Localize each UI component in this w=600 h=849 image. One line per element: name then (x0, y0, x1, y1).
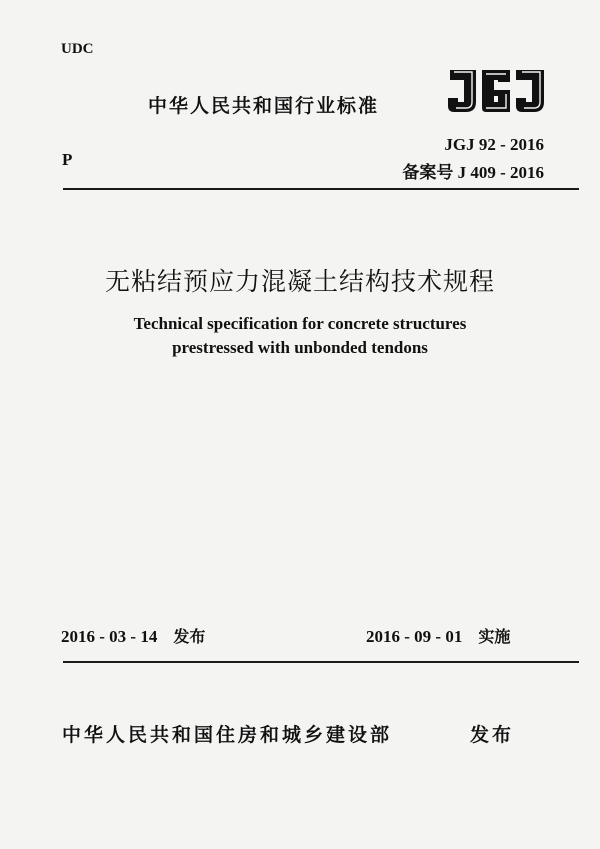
title-english-line-1: Technical specification for concrete structures (133, 314, 467, 333)
bottom-divider (63, 661, 579, 663)
issuing-action: 发布 (470, 724, 515, 746)
udc-label: UDC (61, 41, 94, 57)
standard-number: JGJ 92 - 2016 (444, 135, 544, 154)
classification-code: P (62, 150, 73, 169)
issue-date-block (61, 624, 205, 647)
title-english-line-2: prestressed with unbonded tendons (172, 338, 428, 357)
industry-standard-heading: 中华人民共和国行业标准 (148, 95, 380, 117)
implementation-date: 2016 - 09 - 01 (366, 627, 463, 646)
implementation-label: 实施 (478, 627, 511, 646)
top-divider (63, 188, 579, 190)
issuing-authority: 中华人民共和国住房和城乡建设部 (62, 724, 393, 746)
jgj-logo (446, 62, 546, 118)
title-chinese: 无粘结预应力混凝土结构技术规程 (104, 267, 495, 296)
implementation-date-block (366, 624, 510, 647)
issue-label: 发布 (173, 627, 206, 646)
issue-date: 2016 - 03 - 14 (61, 627, 158, 646)
record-number: 备案号 J 409 - 2016 (402, 163, 544, 182)
title-english (0, 312, 600, 360)
